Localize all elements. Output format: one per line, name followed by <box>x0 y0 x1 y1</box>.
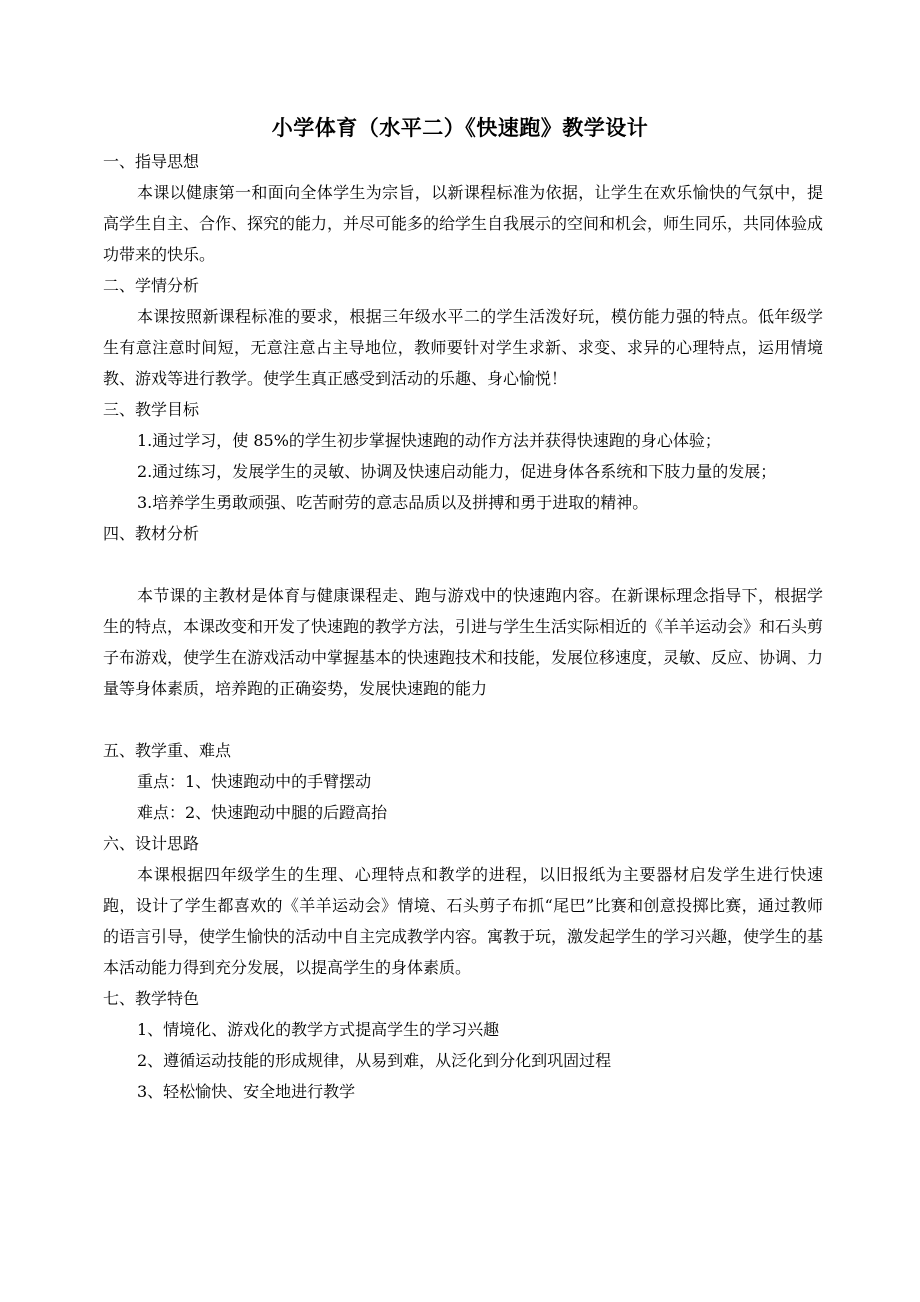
section-heading-teaching-features: 七、教学特色 <box>103 989 200 1008</box>
section-heading-student-analysis: 二、学情分析 <box>103 276 200 295</box>
key-point: 重点：1、快速跑动中的手臂摆动 <box>137 772 372 791</box>
teaching-feature-item: 1、情境化、游戏化的教学方式提高学生的学习兴趣 <box>137 1020 500 1039</box>
section-paragraph-material-analysis: 本节课的主教材是体育与健康课程走、跑与游戏中的快速跑内容。在新课标理念指导下，根据学生的特点，本课改变和开发了快速跑的教学方法，引进与学生生活实际相近的《羊羊运动会》和石头剪子布游戏，使学生在游戏活动中掌握基本的快速跑技术和技能，发展位移速度，灵敏、反应、协调、力量等身体素质，培养跑的正确姿势，发展快速跑的能力 <box>103 586 824 698</box>
section-heading-material-analysis: 四、教材分析 <box>103 524 200 543</box>
section-paragraph-student-analysis: 本课按照新课程标准的要求，根据三年级水平二的学生活泼好玩，模仿能力强的特点。低年级学生有意注意时间短，无意注意占主导地位，教师要针对学生求新、求变、求异的心理特点，运用情境教、游戏等进行教学。使学生真正感受到活动的乐趣、身心愉悦！ <box>103 307 823 388</box>
section-heading-key-difficult-points: 五、教学重、难点 <box>103 741 232 760</box>
teaching-feature-item: 2、遵循运动技能的形成规律，从易到难，从泛化到分化到巩固过程 <box>137 1051 612 1070</box>
section-paragraph-design-ideas: 本课根据四年级学生的生理、心理特点和教学的进程，以旧报纸为主要器材启发学生进行快速跑，设计了学生都喜欢的《羊羊运动会》情境、石头剪子布抓“尾巴”比赛和创意投掷比赛，通过教师的语言引导，使学生愉快的活动中自主完成教学内容。寓教于玩，激发起学生的学习兴趣，使学生的基本活动能力得到充分发展，以提高学生的身体素质。 <box>103 865 824 977</box>
section-heading-teaching-goals: 三、教学目标 <box>103 400 200 419</box>
teaching-goal-item: 3.培养学生勇敢顽强、吃苦耐劳的意志品质以及拼搏和勇于进取的精神。 <box>137 493 649 512</box>
blank-line <box>103 549 823 580</box>
section-heading-design-ideas: 六、设计思路 <box>103 834 200 853</box>
teaching-goal-item: 1.通过学习，使 85%的学生初步掌握快速跑的动作方法并获得快速跑的身心体验； <box>137 431 721 450</box>
document-title: 小学体育（水平二）《快速跑》教学设计 <box>271 116 649 140</box>
difficult-point: 难点：2、快速跑动中腿的后蹬高抬 <box>137 803 388 822</box>
section-heading-guiding-ideology: 一、指导思想 <box>103 152 200 171</box>
teaching-feature-item: 3、轻松愉快、安全地进行教学 <box>137 1082 356 1101</box>
document-body <box>103 146 823 1107</box>
section-paragraph-guiding-ideology: 本课以健康第一和面向全体学生为宗旨，以新课程标准为依据，让学生在欢乐愉快的气氛中，提高学生自主、合作、探究的能力，并尽可能多的给学生自我展示的空间和机会，师生同乐，共同体验成功带来的快乐。 <box>103 183 824 264</box>
teaching-goal-item: 2.通过练习，发展学生的灵敏、协调及快速启动能力，促进身体各系统和下肢力量的发展； <box>137 462 777 481</box>
blank-line <box>103 704 823 735</box>
